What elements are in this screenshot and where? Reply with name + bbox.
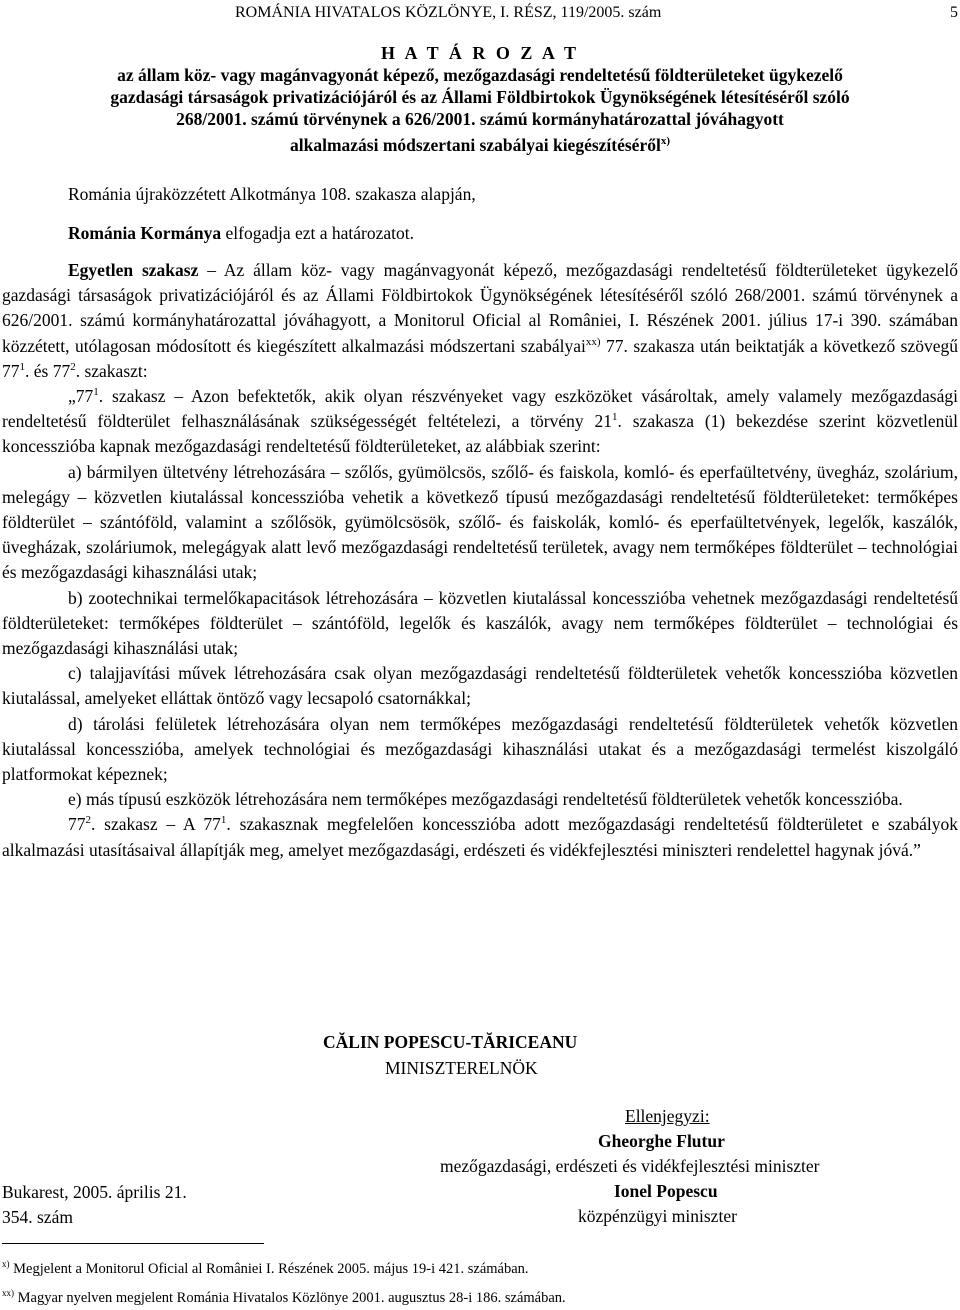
- running-header: ROMÁNIA HIVATALOS KÖZLÖNYE, I. RÉSZ, 119/2005. szám: [235, 4, 662, 21]
- place-and-number: [2, 1180, 187, 1230]
- resolution-number: 354. szám: [2, 1207, 73, 1227]
- item-d: d) tárolási felületek létrehozására olyan nem termőképes mezőgazdasági rendeltetésű földterületek vehetők közvetlen kiutalással koncesszióba, amelyek technológiai és mezőgazdasági kihasználási utakat és a mezőgazdasági termelést kiszolgáló platformokat képeznek;: [2, 713, 958, 785]
- title-footnote-mark: x): [660, 135, 671, 147]
- footnote-2: [2, 1281, 566, 1310]
- government-label: Románia Kormánya: [68, 223, 222, 243]
- countersign-label: Ellenjegyzi:: [625, 1106, 710, 1126]
- title-line-4-text: alkalmazási módszertani szabályai kiegészítéséről: [289, 134, 661, 155]
- footnote-1-text: Megjelent a Monitorul Oficial al României I. Részének 2005. május 19-i 421. számában.: [9, 1260, 529, 1277]
- single-article-text-d: . szakaszt:: [75, 360, 148, 381]
- title-line-4: [0, 130, 960, 156]
- resolution-title: [0, 42, 960, 156]
- item-b: b) zootechnikai termelőkapacitások létrehozására – közvetlen kiutalással koncesszióba vehetnek mezőgazdasági rendeltetésű földterületeket: termőképes földterület – szántóföld, legelők és kaszálók, avagy nem termőképes földterület – technológiai és mezőgazdasági kihasználási utak;: [2, 587, 958, 659]
- prime-minister-title: MINISZTERELNÖK: [385, 1058, 538, 1078]
- title-line-1: az állam köz- vagy magánvagyonát képező, mezőgazdasági rendeltetésű földterületeket ügykezelő: [117, 65, 843, 85]
- title-line-2: gazdasági társaságok privatizációjáról és az Állami Földbirtokok Ügynökségének létesítéséről szóló: [110, 87, 850, 107]
- single-article-text-b: 77. szakasza után beiktatják a következő szövegű 77: [2, 335, 958, 381]
- prime-minister-name: CĂLIN POPESCU-TĂRICEANU: [323, 1032, 578, 1052]
- footnote-2-text: Magyar nyelven megjelent Románia Hivatalos Közlönye 2001. augusztus 28-i 186. számában.: [14, 1289, 566, 1306]
- item-a: a) bármilyen ültetvény létrehozására – szőlős, gyümölcsös, szőlő- és faiskola, komló- és eperfaültetvény, üvegház, szolárium, melegágy – közvetlen kiutalással koncesszióba vehetik a következő típusú mezőgazdasági rendeltetésű földterületeket: termőképes földterület – szántóföld, valamint a szőlősök, gyümölcsösök, szőlő- és faiskolák, komló- és eperfaültetvények, legelők, kaszálók, üvegházak, szoláriumok, melegágyak alatt levő mezőgazdasági rendeltetésű területek, avagy nem termőképes földterület – technológiai és mezőgazdasági kihasználási utak;: [2, 461, 958, 583]
- article-77-1-text-b: . szakasza (1) bekezdése szerint közvetlenül koncesszióba kapnak mezőgazdasági rendeltetésű földterületeket, az alábbiak szerint:: [2, 411, 958, 457]
- minister-2-role: közpénzügyi miniszter: [578, 1206, 737, 1226]
- superscript-1: 1: [19, 360, 25, 373]
- article-77-1-text: . szakasz – Azon befektetők, akik olyan részvényeket vagy eszközöket vásároltak, amely valamely mezőgazdasági rendeltetésű földterület felhasználásának szükségességét feltételezi, a törvény 21: [2, 386, 958, 432]
- place-date: Bukarest, 2005. április 21.: [2, 1182, 187, 1202]
- adoption-text: elfogadja ezt a határozatot.: [221, 223, 415, 243]
- article-77-2-text: . szakasz – A 77: [91, 814, 221, 835]
- preamble-adoption: [68, 223, 414, 244]
- footnote-divider: [2, 1243, 264, 1244]
- single-article-label: Egyetlen szakasz: [68, 260, 199, 280]
- item-c: c) talajjavítási művek létrehozására csak olyan mezőgazdasági rendeltetésű földterületek vehetők koncesszióba közvetlen kiutalással, amelyeket elláttak öntöző vagy lecsapoló csatornákkal;: [2, 663, 958, 709]
- footnote-2-mark: xx): [2, 1287, 14, 1298]
- article-77-2-number: 77: [68, 814, 86, 835]
- preamble-basis: Románia újraközzétett Alkotmánya 108. szakasza alapján,: [68, 184, 476, 204]
- footnotes: [2, 1252, 566, 1310]
- minister-2-name: Ionel Popescu: [614, 1181, 718, 1201]
- minister-1-name: Gheorghe Flutur: [598, 1131, 725, 1151]
- item-e: e) más típusú eszközök létrehozására nem termőképes mezőgazdasági rendeltetésű földterületek vehetők koncesszióba.: [68, 789, 903, 810]
- title-line-3: 268/2001. számú törvénynek a 626/2001. számú kormányhatározattal jóváhagyott: [176, 109, 784, 129]
- single-article-text-c: . és 77: [25, 360, 71, 381]
- article-77-1: [2, 384, 958, 460]
- document-type-heading: H A T Á R O Z A T: [380, 43, 580, 63]
- superscript-2: 2: [85, 814, 91, 827]
- superscript-2: 2: [70, 360, 76, 373]
- article-77-2: [2, 812, 958, 862]
- superscript-1: 1: [612, 411, 618, 424]
- article-77-1-number: „77: [68, 386, 94, 407]
- single-article-footnote-mark: xx): [585, 335, 601, 348]
- footnote-1-mark: x): [2, 1259, 10, 1269]
- minister-1-role: mezőgazdasági, erdészeti és vidékfejlesztési miniszter: [440, 1156, 820, 1176]
- superscript-1: 1: [93, 386, 99, 399]
- footnote-1: [2, 1252, 566, 1281]
- article-77-2-text-b: . szakasznak megfelelően koncesszióba adott mezőgazdasági rendeltetésű földterületet e szabályok alkalmazási utasításaival állapítják meg, amelyet mezőgazdasági, erdészeti és vidékfejlesztési miniszteri rendelettel hagynak jóvá.”: [2, 814, 958, 860]
- page-number: 5: [950, 4, 958, 21]
- superscript-1: 1: [220, 814, 227, 827]
- single-article: [2, 258, 958, 384]
- resolution-body: [2, 258, 958, 863]
- single-article-text: – Az állam köz- vagy magánvagyonát képező, mezőgazdasági rendeltetésű földterületeket ügykezelő gazdasági társaságok privatizációjáról és az Állami Földbirtokok Ügynökségének létesítéséről szóló 268/2001. számú törvénynek a 626/2001. számú kormányhatározattal jóváhagyott, a Monitorul Oficial al României, I. Részének 2001. július 17-i 390. számában közzétett, utólagosan módosított és kiegészített alkalmazási módszertani szabályai: [2, 260, 958, 356]
